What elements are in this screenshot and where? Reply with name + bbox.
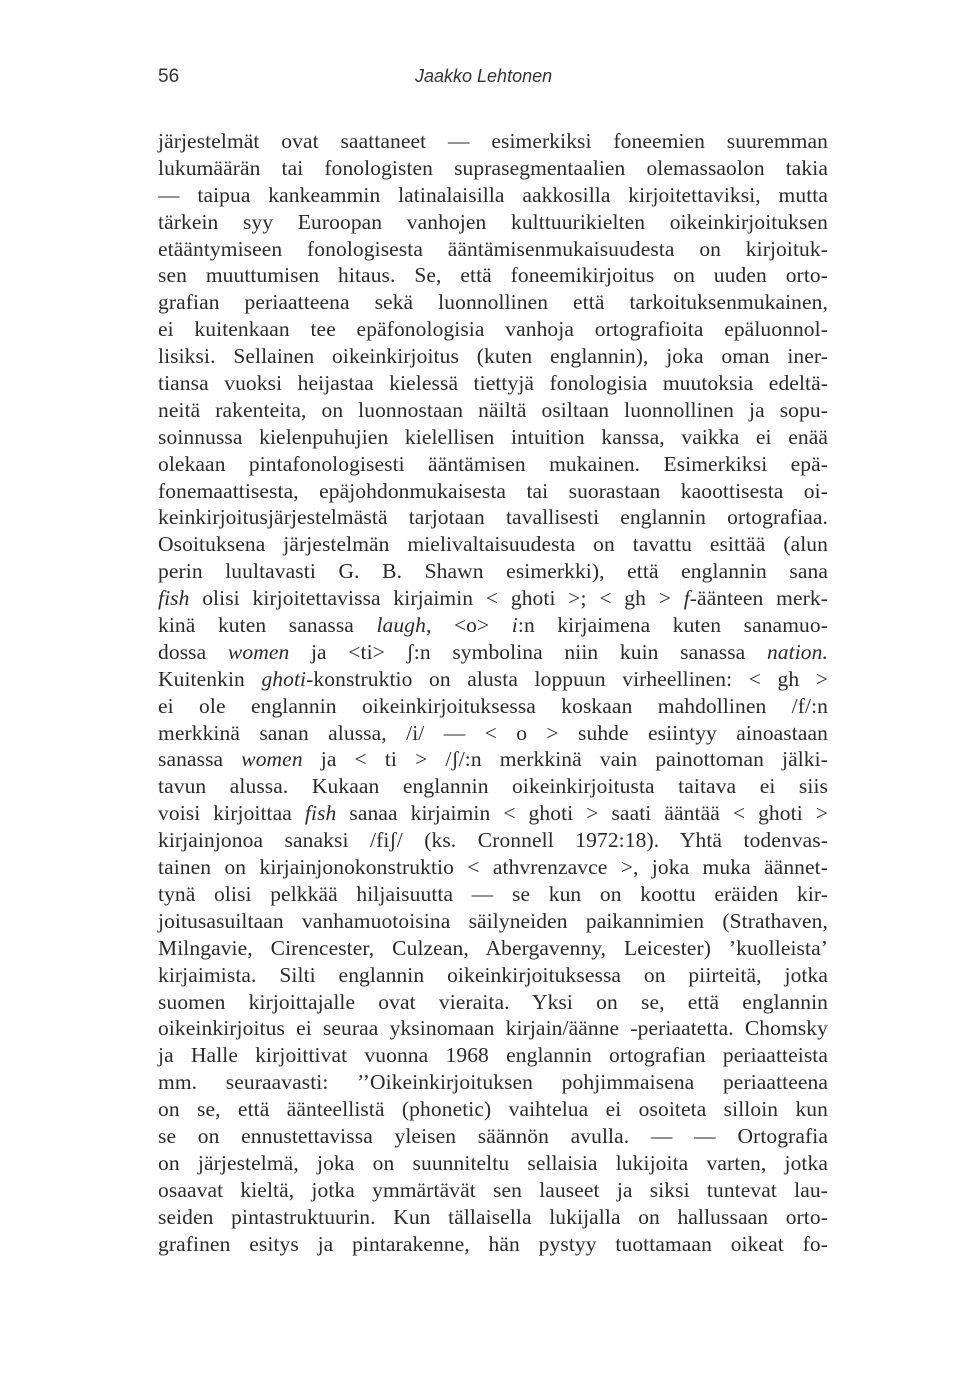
text-run: oikeinkirjoitus ei seuraa yksinomaan kirjain/äänne -periaatetta. Chomsky <box>158 1016 828 1041</box>
text-run: merkkinä sanan alussa, /i/ — < o > suhde esiintyy ainoastaan <box>158 720 828 745</box>
text-run: joitusasuiltaan vanhamuotoisina säilyneiden paikannimien (Strathaven, <box>158 908 828 933</box>
text-line <box>158 989 828 1016</box>
text-run: Osoituksena järjestelmän mielivaltaisuudesta on tavattu esittää (alun <box>158 532 828 557</box>
text-run: on järjestelmä, joka on suunniteltu sellaisia lukijoita varten, jotka <box>158 1150 828 1175</box>
text-line <box>158 908 828 935</box>
text-line <box>158 424 828 451</box>
text-run: :n kirjaimena kuten sanamuo- <box>517 613 828 638</box>
text-run: tainen on kirjainjonokonstruktio < athvrenzavce >, joka muka äännet- <box>158 855 828 880</box>
text-line <box>158 182 828 209</box>
text-run: sanaa kirjaimin < ghoti > saati ääntää < ghoti > <box>336 801 828 826</box>
text-run: osaavat kieltä, jotka ymmärtävät sen lauseet ja siksi tuntevat lau- <box>158 1177 828 1202</box>
text-run: neitä rakenteita, on luonnostaan näiltä osiltaan luonnollinen ja sopu- <box>158 397 828 422</box>
text-line <box>158 1015 828 1042</box>
text-run: -äänteen merk- <box>689 586 828 611</box>
text-run: perin luultavasti G. B. Shawn esimerkki), että englannin sana <box>158 559 828 584</box>
text-line <box>158 343 828 370</box>
text-line <box>158 720 828 747</box>
text-run: soinnussa kielenpuhujien kielellisen intuition kanssa, vaikka ei enää <box>158 424 828 449</box>
text-line <box>158 155 828 182</box>
text-run: olisi kirjoitettavissa kirjaimin < ghoti >; < gh > <box>189 586 684 611</box>
text-run: lisiksi. Sellainen oikeinkirjoitus (kuten englannin), joka oman iner- <box>158 344 828 369</box>
page-number: 56 <box>158 66 180 87</box>
text-run: mm. seuraavasti: ’’Oikeinkirjoituksen pohjimmaisena periaatteena <box>158 1070 828 1095</box>
italic-run: fish <box>304 801 337 826</box>
text-line <box>158 316 828 343</box>
text-run: -konstruktio on alusta loppuun virheellinen: < gh > <box>306 666 828 691</box>
text-run: Milngavie, Cirencester, Culzean, Abergavenny, Leicester) ’kuolleista’ <box>158 935 828 960</box>
italic-run: laugh, <box>376 613 432 638</box>
text-line <box>158 236 828 263</box>
text-run: ja <ti> ʃ:n symbolina niin kuin sanassa <box>289 639 767 664</box>
text-run: ja Halle kirjoittivat vuonna 1968 englannin ortografian periaatteista <box>158 1043 828 1068</box>
text-line <box>158 962 828 989</box>
text-run: ja < ti > /ʃ/:n merkkinä vain painottoman jälki- <box>302 747 828 772</box>
text-line <box>158 666 828 693</box>
page-header <box>158 66 828 100</box>
italic-run: i <box>511 613 518 638</box>
text-run: ei kuitenkaan tee epäfonologisia vanhoja ortografioita epäluonnol- <box>158 317 828 342</box>
text-line <box>158 800 828 827</box>
text-line <box>158 935 828 962</box>
text-run: tavun alussa. Kukaan englannin oikeinkirjoitusta taitava ei siis <box>158 774 828 799</box>
text-line <box>158 1204 828 1231</box>
text-line <box>158 504 828 531</box>
text-line <box>158 262 828 289</box>
text-line <box>158 289 828 316</box>
text-line <box>158 558 828 585</box>
text-run: grafinen esitys ja pintarakenne, hän pystyy tuottamaan oikeat fo- <box>158 1231 828 1256</box>
text-line <box>158 585 828 612</box>
text-line <box>158 370 828 397</box>
text-line <box>158 854 828 881</box>
text-line <box>158 827 828 854</box>
italic-run: women <box>241 747 303 772</box>
text-run: olekaan pintafonologisesti ääntämisen mukainen. Esimerkiksi epä- <box>158 451 828 476</box>
text-line <box>158 639 828 666</box>
text-run: suomen kirjoittajalle ovat vieraita. Yksi on se, että englannin <box>158 989 828 1014</box>
text-line <box>158 1096 828 1123</box>
text-line <box>158 1042 828 1069</box>
text-line <box>158 773 828 800</box>
text-line <box>158 209 828 236</box>
text-line <box>158 478 828 505</box>
text-line <box>158 1177 828 1204</box>
text-run: kinä kuten sanassa <box>158 613 377 638</box>
text-line <box>158 881 828 908</box>
text-line <box>158 693 828 720</box>
text-run: on se, että äänteellistä (phonetic) vaihtelua ei osoiteta silloin kun <box>158 1097 828 1122</box>
italic-run: ghoti <box>261 666 307 691</box>
italic-run: nation. <box>766 639 828 664</box>
text-line <box>158 1231 828 1258</box>
text-run: tynä olisi pelkkää hiljaisuutta — se kun on koottu eräiden kir- <box>158 881 828 906</box>
text-line <box>158 1069 828 1096</box>
text-run: sanassa <box>158 747 242 772</box>
text-line <box>158 1123 828 1150</box>
running-head: Jaakko Lehtonen <box>415 66 553 86</box>
text-run: tärkein syy Euroopan vanhojen kulttuurikielten oikeinkirjoituksen <box>158 209 828 234</box>
text-run: dossa <box>158 639 228 664</box>
italic-run: f <box>683 586 690 611</box>
text-run: järjestelmät ovat saattaneet — esimerkiksi foneemien suuremman <box>158 129 828 153</box>
text-line <box>158 128 828 155</box>
text-line <box>158 612 828 639</box>
italic-run: fish <box>158 586 190 611</box>
text-run: fonemaattisesta, epäjohdonmukaisesta tai suorastaan kaoottisesta oi- <box>158 478 828 503</box>
text-run: voisi kirjoittaa <box>158 801 305 826</box>
text-run: etääntymiseen fonologisesta ääntämisenmukaisuudesta on kirjoituk- <box>158 236 828 261</box>
text-run: — taipua kankeammin latinalaisilla aakkosilla kirjoitettaviksi, mutta <box>158 182 828 207</box>
text-line <box>158 451 828 478</box>
text-line <box>158 397 828 424</box>
text-run: ei ole englannin oikeinkirjoituksessa koskaan mahdollinen /f/:n <box>158 693 828 718</box>
body-text <box>158 128 828 1257</box>
text-run: <o> <box>431 613 512 638</box>
text-run: keinkirjoitusjärjestelmästä tarjotaan tavallisesti englannin ortografiaa. <box>158 505 828 530</box>
text-run: grafian periaatteena sekä luonnollinen että tarkoituksenmukainen, <box>158 290 828 315</box>
text-run: lukumäärän tai fonologisten suprasegmentaalien olemassaolon takia <box>158 155 828 180</box>
text-run: se on ennustettavissa yleisen säännön avulla. — — Ortografia <box>158 1123 828 1148</box>
text-run: kirjainjonoa sanaksi /fiʃ/ (ks. Cronnell 1972:18). Yhtä todenvas- <box>158 828 828 853</box>
italic-run: women <box>227 639 290 664</box>
text-line <box>158 531 828 558</box>
text-line <box>158 1150 828 1177</box>
text-run: tiansa vuoksi heijastaa kielessä tiettyjä fonologisia muutoksia edeltä- <box>158 371 828 396</box>
text-run: Kuitenkin <box>158 666 262 691</box>
text-run: seiden pintastruktuurin. Kun tällaisella lukijalla on hallussaan orto- <box>158 1204 828 1229</box>
text-run: kirjaimista. Silti englannin oikeinkirjoituksessa on piirteitä, jotka <box>158 962 828 987</box>
text-run: sen muuttumisen hitaus. Se, että foneemikirjoitus on uuden orto- <box>158 263 828 288</box>
text-line <box>158 746 828 773</box>
